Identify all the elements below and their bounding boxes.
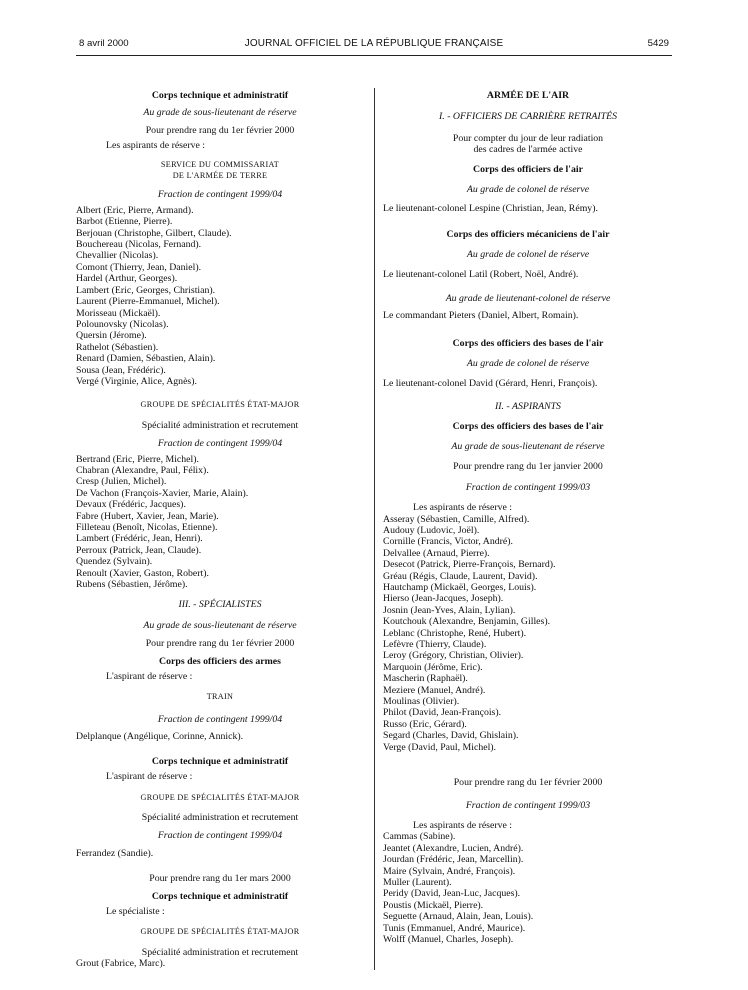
list-item: Bertrand (Eric, Pierre, Michel). [76,453,199,465]
list-item: Jeantet (Alexandre, Lucien, André). [383,842,524,854]
group-line: GROUPE DE SPÉCIALITÉS ÉTAT-MAJOR [140,400,300,410]
list-item: Cornille (Francis, Victor, André). [383,536,513,548]
list-item: Jourdan (Frédéric, Jean, Marcellin). [383,854,524,866]
name-list [383,514,673,754]
list-item: Desecot (Patrick, Pierre-François, Bernard). [383,559,556,571]
section-title: ARMÉE DE L'AIR [486,90,570,101]
list-item: Poustis (Mickaël, Pierre). [383,899,484,911]
grade-line: Au grade de colonel de réserve [466,358,590,370]
list-item: Muller (Laurent). [383,876,452,888]
list-item: Ferrandez (Sandie). [76,847,154,859]
grade-line: Au grade de colonel de réserve [466,249,590,261]
header-page-number: 5429 [647,38,669,49]
list-item: Sousa (Jean, Frédéric). [76,364,166,376]
list-item: Gréau (Régis, Claude, Laurent, David). [383,570,538,582]
name-list [76,205,364,388]
list-item: Devaux (Frédéric, Jacques). [76,499,186,511]
list-item: Peridy (David, Jean-Luc, Jacques). [383,888,521,900]
group-line: GROUPE DE SPÉCIALITÉS ÉTAT-MAJOR [140,927,300,937]
list-item: Cresp (Julien, Michel). [76,476,167,488]
section-title: Corps technique et administratif [151,755,289,767]
list-item: Berjouan (Christophe, Gilbert, Claude). [76,227,232,239]
corps-title: Corps des officiers mécaniciens de l'air [446,228,610,240]
list-item: Barbot (Etienne, Pierre). [76,216,173,228]
list-item: Philot (David, Jean-François). [383,707,502,719]
fraction-line: Fraction de contingent 1999/04 [157,713,283,725]
list-item: Quersin (Jérome). [76,330,147,342]
list-item: Le lieutenant-colonel Lespine (Christian, Jean, Rémy). [383,203,598,215]
header-rule [76,55,672,56]
list-item: Delplanque (Angélique, Corinne, Annick). [76,731,244,743]
subtitle-line: Pour compter du jour de leur radiation [452,132,604,144]
left-column [76,90,364,970]
list-item: Hardel (Arthur, Georges). [76,273,178,285]
list-item: Hierso (Jean-Jacques, Joseph). [383,593,504,605]
service-line: DE L'ARMÉE DE TERRE [172,171,268,181]
rank-line: Pour prendre rang du 1er février 2000 [145,124,295,136]
list-item: De Vachon (François-Xavier, Marie, Alain). [76,487,249,499]
list-item: Hautchamp (Mickaël, Georges, Louis). [383,581,537,593]
header-date: 8 avril 2000 [79,38,129,49]
list-item: Rubens (Sébastien, Jérôme). [76,579,188,591]
list-item: Josnin (Jean-Yves, Alain, Lylian). [383,604,516,616]
list-item: Morisseau (Mickaël). [76,307,161,319]
speciality-line: Spécialité administration et recrutement [141,811,299,823]
list-item: Wolff (Manuel, Charles, Joseph). [383,933,514,945]
list-item: Le commandant Pieters (Daniel, Albert, Romain). [383,310,579,322]
section-heading: III. - SPÉCIALISTES [178,599,262,611]
list-item: Audouy (Ludovic, Joël). [383,524,480,536]
page-header [0,38,748,52]
corps-title: Corps des officiers des armes [159,655,281,667]
list-item: Koutchouk (Alexandre, Benjamin, Gilles). [383,616,551,628]
intro-line: Le spécialiste : [106,905,165,917]
list-item: Renoult (Xavier, Gaston, Robert). [76,567,209,579]
fraction-line: Fraction de contingent 1999/04 [157,830,283,842]
list-item: Fabre (Hubert, Xavier, Jean, Marie). [76,510,219,522]
section-title: Corps technique et administratif [151,890,289,902]
list-item: Vergé (Virginie, Alice, Agnès). [76,375,197,387]
list-item: Polounovsky (Nicolas). [76,318,169,330]
corps-title: Corps des officiers des bases de l'air [452,420,604,432]
list-item: Lambert (Eric, Georges, Christian). [76,284,216,296]
list-item: Moulinas (Olivier). [383,696,460,708]
list-item: Bouchereau (Nicolas, Fernand). [76,239,202,251]
section-heading: II. - ASPIRANTS [495,401,561,413]
list-item: Mascherin (Raphaël). [383,673,468,685]
list-item: Leroy (Grégory, Christian, Olivier). [383,650,524,662]
intro-line: Les aspirants de réserve : [413,819,513,831]
list-item: Filleteau (Benoît, Nicolas, Etienne). [76,522,218,533]
intro-line: L'aspirant de réserve : [106,771,193,783]
fraction-line: Fraction de contingent 1999/04 [157,438,283,450]
grade-line: Au grade de sous-lieutenant de réserve [143,107,297,119]
rank-line: Pour prendre rang du 1er janvier 2000 [453,461,603,473]
list-item: Asseray (Sébastien, Camille, Alfred). [383,513,530,525]
list-item: Maire (Sylvain, André, François). [383,865,516,877]
fraction-line: Fraction de contingent 1999/03 [465,481,591,493]
service-line: SERVICE DU COMMISSARIAT [160,159,280,169]
fraction-line: Fraction de contingent 1999/03 [465,800,591,812]
speciality-line: Spécialité administration et recrutement [141,946,299,958]
fraction-line: Fraction de contingent 1999/04 [157,189,283,201]
list-item: Meziere (Manuel, André). [383,684,486,696]
section-heading: I. - OFFICIERS DE CARRIÈRE RETRAITÉS [439,111,617,123]
list-item: Tunis (Emmanuel, André, Maurice). [383,922,526,934]
list-item: Seguette (Arnaud, Alain, Jean, Louis). [383,911,534,923]
list-item: Comont (Thierry, Jean, Daniel). [76,261,202,273]
list-item: Russo (Eric, Gérard). [383,718,467,730]
section-title: Corps technique et administratif [151,90,289,101]
list-item: Cammas (Sabine). [383,831,456,843]
list-item: Lefèvre (Thierry, Claude). [383,639,487,650]
subtitle-line: des cadres de l'armée active [473,144,583,156]
list-item: Albert (Eric, Pierre, Armand). [76,204,194,216]
corps-title: Corps des officiers de l'air [473,163,583,175]
list-item: Quendez (Sylvain). [76,556,153,568]
list-item: Marquoin (Jérôme, Eric). [383,661,483,673]
list-item: Chabran (Alexandre, Paul, Félix). [76,464,209,476]
list-item: Verge (David, Paul, Michel). [383,741,496,753]
right-column [383,90,673,945]
rank-line: Pour prendre rang du 1er mars 2000 [149,873,291,885]
list-item: Delvallee (Arnaud, Pierre). [383,547,490,559]
grade-line: Au grade de lieutenant-colonel de réserve [445,293,611,305]
grade-line: Au grade de colonel de réserve [466,184,590,196]
list-item: Segard (Charles, David, Ghislain). [383,730,519,742]
header-title: JOURNAL OFFICIEL DE LA RÉPUBLIQUE FRANÇAISE [244,38,504,49]
name-list [76,454,364,591]
list-item: Chevallier (Nicolas). [76,250,159,262]
list-item: Renard (Damien, Sébastien, Alain). [76,353,216,365]
corps-title: Corps des officiers des bases de l'air [452,337,604,349]
intro-line: Les aspirants de réserve : [106,140,206,152]
list-item: Laurent (Pierre-Emmanuel, Michel). [76,296,220,308]
intro-line: Les aspirants de réserve : [413,502,513,514]
speciality-line: Spécialité administration et recrutement [141,419,299,431]
list-item: Perroux (Patrick, Jean, Claude). [76,544,202,556]
name-list [383,831,673,945]
list-item: Lambert (Frédéric, Jean, Henri). [76,533,203,545]
service-line: TRAIN [206,692,234,702]
list-item: Grout (Fabrice, Marc). [76,958,166,970]
column-divider [374,88,375,970]
intro-line: L'aspirant de réserve : [106,671,193,683]
list-item: Rathelot (Sébastien). [76,341,159,353]
grade-line: Au grade de sous-lieutenant de réserve [143,619,297,631]
grade-line: Au grade de sous-lieutenant de réserve [451,440,605,452]
list-item: Le lieutenant-colonel David (Gérard, Henri, François). [383,377,598,389]
rank-line: Pour prendre rang du 1er février 2000 [145,638,295,650]
rank-line: Pour prendre rang du 1er février 2000 [453,777,603,789]
list-item: Le lieutenant-colonel Latil (Robert, Noël, André). [383,268,579,280]
group-line: GROUPE DE SPÉCIALITÉS ÉTAT-MAJOR [140,792,300,802]
list-item: Leblanc (Christophe, René, Hubert). [383,627,527,639]
